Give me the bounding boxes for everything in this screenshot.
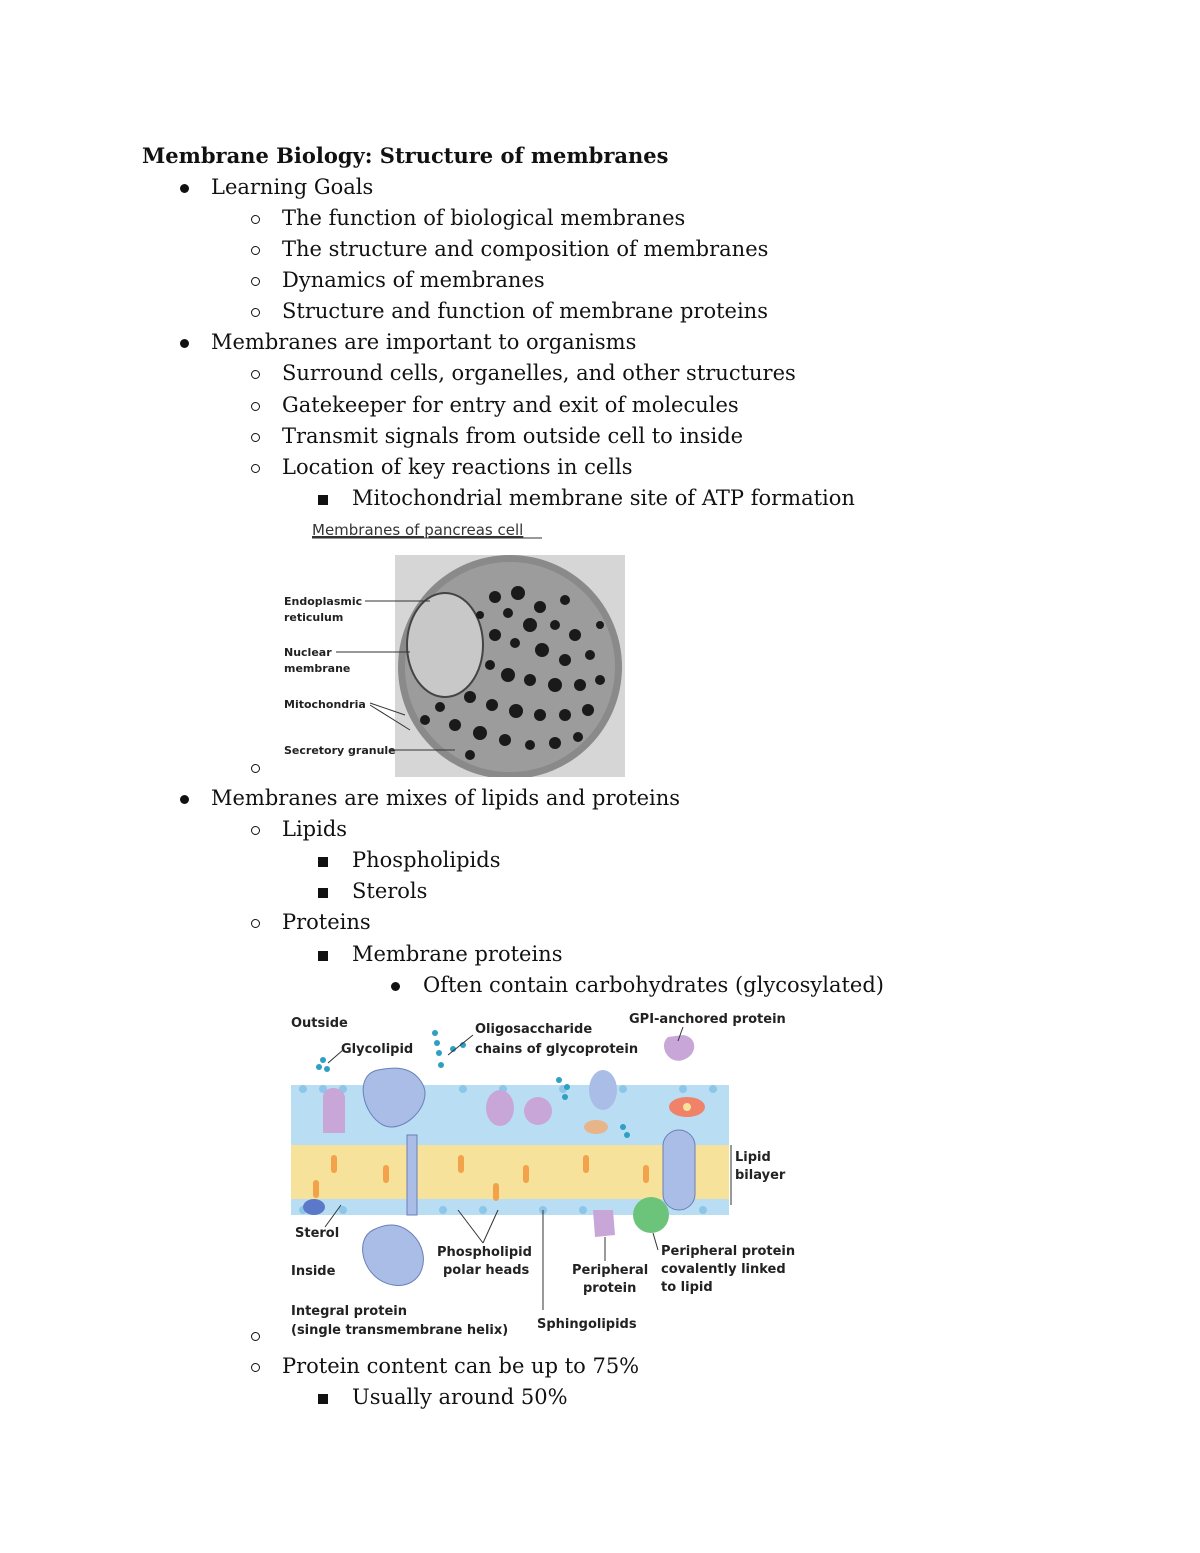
label-glycolipid: Glycolipid	[341, 1042, 414, 1057]
membrane-bilayer-figure	[283, 1005, 801, 1343]
pancreas-cell-figure	[280, 515, 625, 777]
label-covalent: Peripheral protein	[661, 1244, 796, 1259]
label-integral: (single transmembrane helix)	[291, 1323, 509, 1338]
list-item: Transmit signals from outside cell to inside	[282, 424, 744, 448]
bullet-hollow	[251, 1363, 260, 1372]
label-phospholipid: polar heads	[443, 1263, 530, 1278]
label-lipid-bilayer: bilayer	[735, 1168, 786, 1183]
purple-protein	[323, 1088, 345, 1133]
bullet-hollow	[251, 764, 260, 773]
sterol-shape	[303, 1199, 325, 1215]
list-item: Protein content can be up to 75%	[282, 1354, 640, 1378]
bullet-hollow	[251, 433, 260, 442]
bullet-filled	[180, 184, 189, 193]
bullet-hollow	[251, 277, 260, 286]
label-sphingolipids: Sphingolipids	[537, 1317, 637, 1332]
bullet-filled	[180, 795, 189, 804]
bullet-hollow	[251, 402, 260, 411]
label-gpi: GPI-anchored protein	[629, 1012, 786, 1027]
bullet-hollow	[251, 826, 260, 835]
list-item: Lipids	[282, 817, 348, 841]
label-oligosaccharide: Oligosaccharide	[475, 1022, 593, 1037]
label-integral: Integral protein	[291, 1304, 407, 1319]
bullet-square	[318, 888, 328, 898]
list-item: Location of key reactions in cells	[282, 455, 633, 479]
bullet-square	[318, 857, 328, 867]
label-phospholipid: Phospholipid	[437, 1245, 532, 1260]
bullet-square	[318, 1394, 328, 1404]
list-item: Membranes are mixes of lipids and proteins	[211, 786, 681, 810]
list-item: Gatekeeper for entry and exit of molecules	[282, 393, 739, 417]
label-peripheral: Peripheral	[572, 1263, 649, 1278]
bullet-hollow	[251, 1332, 260, 1341]
list-item: The function of biological membranes	[282, 206, 686, 230]
bullet-square	[318, 495, 328, 505]
label-outside: Outside	[291, 1016, 348, 1031]
transmembrane-helix	[407, 1135, 417, 1215]
label-nuclear: Nuclear	[284, 646, 332, 659]
list-item: Surround cells, organelles, and other structures	[282, 361, 796, 385]
label-covalent: covalently linked	[661, 1262, 786, 1277]
label-granule: Secretory granule	[284, 744, 396, 757]
bullet-hollow	[251, 464, 260, 473]
list-item: Often contain carbohydrates (glycosylated)	[423, 973, 884, 997]
label-mitochondria: Mitochondria	[284, 698, 366, 711]
label-oligosaccharide: chains of glycoprotein	[475, 1042, 639, 1057]
large-protein	[663, 1130, 695, 1210]
list-item: Structure and function of membrane proteins	[282, 299, 768, 323]
list-item: Phospholipids	[352, 848, 501, 872]
list-item: Learning Goals	[211, 175, 374, 199]
page-title: Membrane Biology: Structure of membranes	[142, 143, 669, 168]
list-item: The structure and composition of membranes	[282, 237, 769, 261]
label-lipid-bilayer: Lipid	[735, 1150, 771, 1165]
label-er: reticulum	[284, 611, 344, 624]
bullet-hollow	[251, 919, 260, 928]
list-item: Usually around 50%	[352, 1385, 568, 1409]
label-covalent: to lipid	[661, 1280, 713, 1295]
nucleus	[407, 593, 483, 697]
label-inside: Inside	[291, 1264, 336, 1279]
label-sterol: Sterol	[295, 1226, 340, 1241]
list-item: Membranes are important to organisms	[211, 330, 637, 354]
bullet-filled	[180, 339, 189, 348]
list-item: Dynamics of membranes	[282, 268, 545, 292]
bullet-hollow	[251, 215, 260, 224]
bullet-hollow	[251, 370, 260, 379]
label-peripheral: protein	[583, 1281, 637, 1296]
bullet-square	[318, 951, 328, 961]
list-item: Proteins	[282, 910, 371, 934]
list-item: Mitochondrial membrane site of ATP formation	[352, 486, 855, 510]
list-item: Sterols	[352, 879, 428, 903]
list-item: Membrane proteins	[352, 942, 563, 966]
lipid-linked-protein	[633, 1197, 669, 1233]
bullet-filled	[391, 982, 400, 991]
bullet-hollow	[251, 246, 260, 255]
peripheral-protein	[593, 1210, 615, 1237]
figure-title: Membranes of pancreas cell	[312, 521, 524, 539]
bullet-hollow	[251, 308, 260, 317]
label-nuclear: membrane	[284, 662, 351, 675]
label-er: Endoplasmic	[284, 595, 363, 608]
